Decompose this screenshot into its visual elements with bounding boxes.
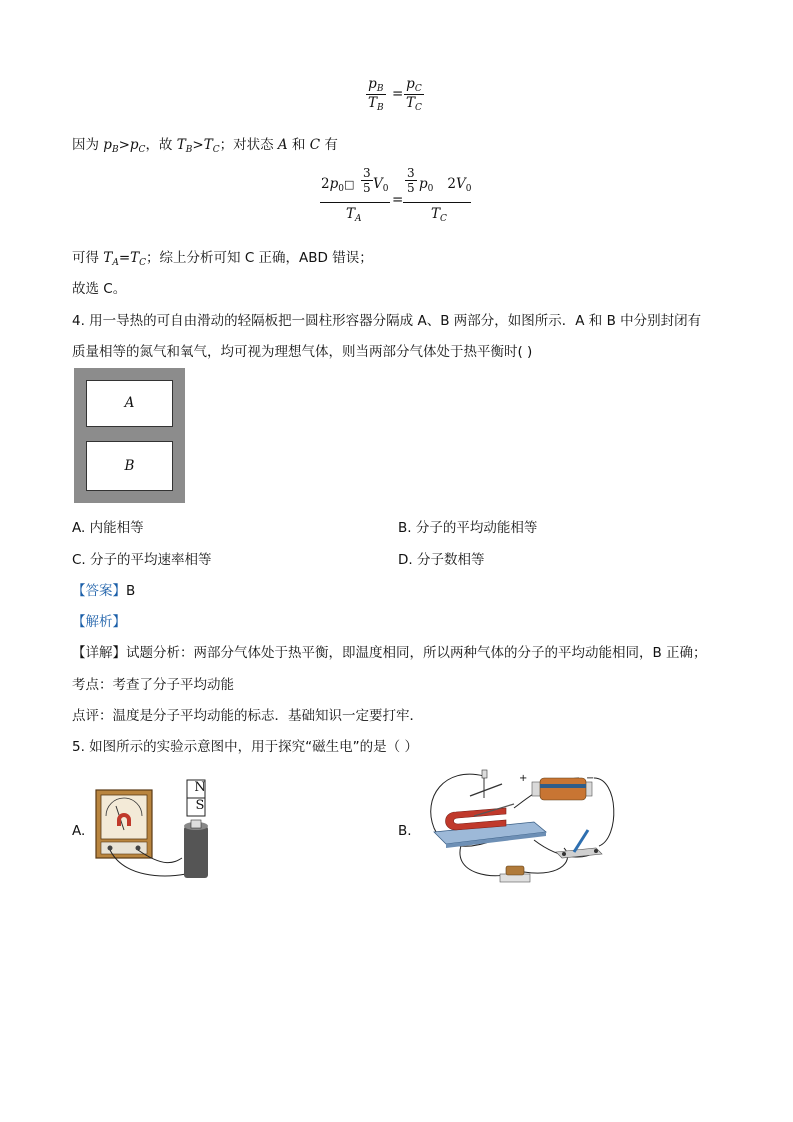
equals-sign: = <box>392 192 404 208</box>
answer-tag: 【答案】 <box>72 583 126 599</box>
state-c: C <box>309 137 321 153</box>
q5-option-a-label: A. <box>72 823 86 839</box>
answer-line <box>72 579 135 599</box>
numerator-3: 3 <box>407 166 415 180</box>
state-a: A <box>277 137 288 153</box>
symbol-t: T <box>130 250 140 266</box>
gt-sign: > <box>192 137 204 153</box>
subscript: B <box>376 84 384 94</box>
subscript: C <box>138 145 146 155</box>
formula2-right-denominator <box>431 206 447 224</box>
symbol-t: T <box>176 137 186 153</box>
text-choose-c: 故选 C。 <box>72 281 127 297</box>
kaodian-line: 考点：考查了分子平均动能 <box>72 677 234 693</box>
symbol-p: p <box>329 176 339 192</box>
text-mid: ，故 <box>145 137 177 153</box>
denominator-5: 5 <box>363 181 371 195</box>
text-because-line <box>72 133 338 155</box>
symbol-v0 <box>373 176 388 194</box>
option-b: B. 分子的平均动能相等 <box>398 520 538 536</box>
coefficient-2: 2 <box>321 176 330 192</box>
label-a: A <box>124 395 135 411</box>
symbol-p: p <box>419 176 428 192</box>
symbol-p: p <box>368 76 377 92</box>
fraction-3-5-left <box>361 166 373 195</box>
subscript: B <box>185 145 193 155</box>
q5-option-b-label: B. <box>398 823 412 839</box>
battery <box>532 778 592 800</box>
text-have: 有 <box>320 137 338 153</box>
symbol-v: V <box>373 176 383 192</box>
symbol-t: T <box>431 206 441 222</box>
subscript: A <box>355 214 362 224</box>
question-5-stem: 5. 如图所示的实验示意图中，用于探究“磁生电”的是（ ） <box>72 739 418 755</box>
fraction-bar-right <box>403 202 471 203</box>
text-prefix: 可得 <box>72 250 104 266</box>
equals-sign: = <box>118 250 131 266</box>
question-4-stem-line1: 4. 用一导热的可自由滑动的轻隔板把一圆柱形容器分隔成 A、B 两部分，如图所示．A 和 B 中分别封闭有 <box>72 313 702 329</box>
dianping-line: 点评：温度是分子平均动能的标志．基础知识一定要打牢． <box>72 708 423 724</box>
figure-b-motor-circuit <box>424 768 620 886</box>
battery-minus: − <box>586 773 595 784</box>
symbol-t: T <box>368 95 378 111</box>
horseshoe-magnet <box>446 808 507 830</box>
symbol-v: V <box>455 176 466 192</box>
symbol-t: T <box>203 137 213 153</box>
denominator-5: 5 <box>407 181 415 195</box>
subscript: 0 <box>338 184 344 194</box>
detail-line <box>72 641 707 661</box>
subscript: C <box>415 103 422 113</box>
symbol-p: p <box>129 137 139 153</box>
subscript: B <box>111 145 119 155</box>
subscript: 0 <box>382 184 389 194</box>
text-prefix: 因为 <box>72 137 104 153</box>
label-b: B <box>124 458 135 474</box>
formula2-right-numerator <box>419 176 471 194</box>
subscript: C <box>212 145 220 155</box>
battery-plus: + <box>519 773 528 784</box>
fraction-bar-left <box>320 202 390 203</box>
text-and: 和 <box>287 137 310 153</box>
fraction-pb-tb <box>366 76 386 113</box>
symbol-t: T <box>346 206 356 222</box>
text-suffix: ；对状态 <box>219 137 278 153</box>
answer-value: B <box>126 583 136 599</box>
text-derive-line <box>72 246 373 268</box>
fraction-3-5-right <box>405 166 417 195</box>
subscript: C <box>440 214 447 224</box>
detail-tag: 【详解】 <box>72 645 126 661</box>
equals-sign: = <box>392 86 404 102</box>
analysis-tag: 【解析】 <box>72 614 126 630</box>
option-d: D. 分子数相等 <box>398 552 485 568</box>
subscript: B <box>377 103 384 113</box>
subscript: 0 <box>465 184 472 194</box>
fraction-pc-tc <box>404 76 424 113</box>
chamber-b <box>86 441 173 491</box>
formula2-left-denominator <box>346 206 362 224</box>
magnet-label-n: N <box>194 780 206 795</box>
magnet-label-s: S <box>195 798 205 813</box>
text-conclusion: ；综上分析可知 C 正确，ABD 错误； <box>146 250 373 266</box>
gt-sign: > <box>118 137 130 153</box>
coefficient-2: 2 <box>447 176 456 192</box>
symbol-p: p <box>406 76 415 92</box>
numerator-3: 3 <box>363 166 371 180</box>
rheostat <box>500 866 530 882</box>
coil <box>184 820 208 878</box>
symbol-p: p <box>103 137 112 153</box>
subscript: 0 <box>427 184 434 194</box>
symbol-t: T <box>103 250 113 266</box>
question-4-stem-line2: 质量相等的氮气和氧气，均可视为理想气体，则当两部分气体处于热平衡时( ) <box>72 344 533 360</box>
galvanometer <box>96 790 152 858</box>
subscript: C <box>414 84 422 94</box>
symbol-t: T <box>406 95 416 111</box>
subscript: C <box>139 258 147 268</box>
missing-glyph-box: □ <box>343 178 355 191</box>
chamber-a <box>86 380 173 427</box>
option-a: A. 内能相等 <box>72 520 144 536</box>
cylinder-container-figure <box>74 368 185 503</box>
option-c: C. 分子的平均速率相等 <box>72 552 212 568</box>
subscript: A <box>112 258 119 268</box>
formula2-left-numerator <box>321 176 354 194</box>
detail-text: 试题分析：两部分气体处于热平衡，即温度相同，所以两种气体的分子的平均动能相同，B 正确； <box>126 645 707 661</box>
switch <box>556 830 602 858</box>
